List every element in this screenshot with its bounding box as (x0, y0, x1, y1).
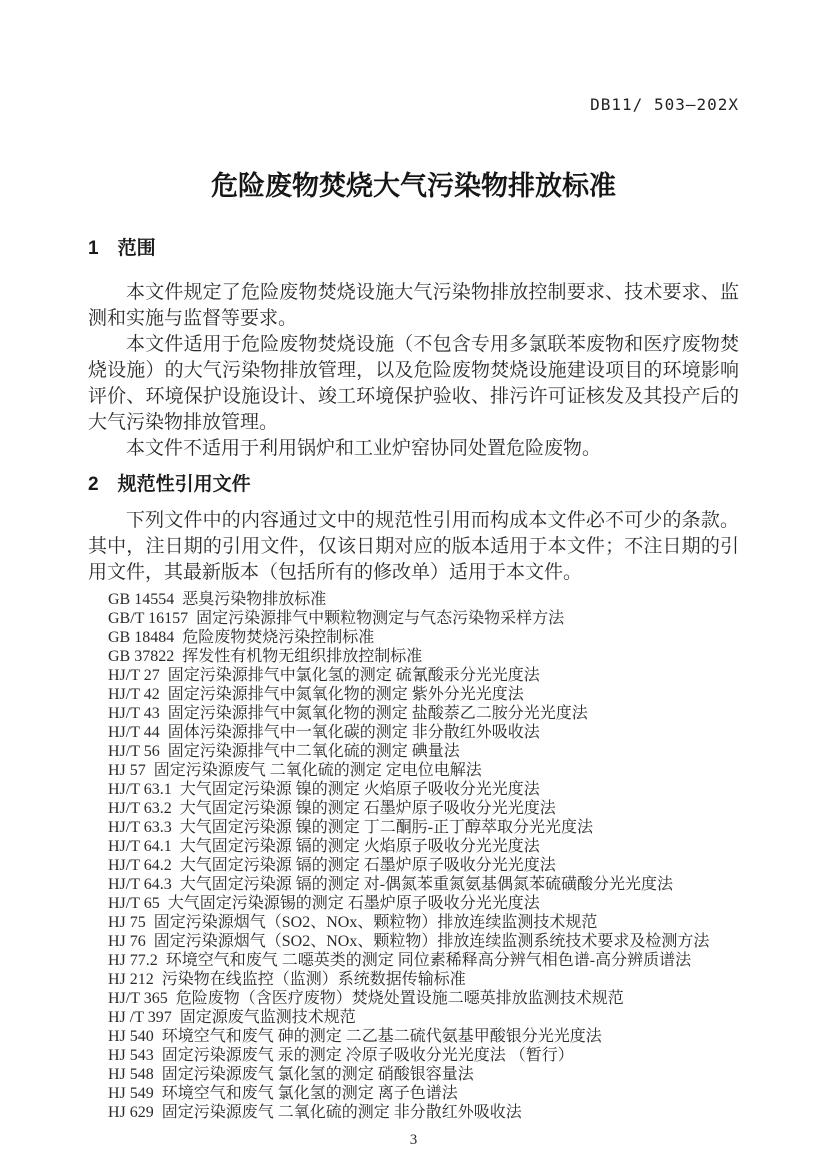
reference-item: HJ/T 63.2 大气固定污染源 镍的测定 石墨炉原子吸收分光光度法 (108, 800, 556, 817)
reference-item: HJ/T 63.1 大气固定污染源 镍的测定 火焰原子吸收分光光度法 (108, 781, 540, 798)
section-1-paragraph: 本文件不适用于利用锅炉和工业炉窑协同处置危险废物。 (126, 438, 602, 459)
section-1-paragraph: 本文件规定了危险废物焚烧设施大气污染物排放控制要求、技术要求、监测和实施与监督等要求。 (88, 282, 739, 329)
reference-item: HJ 75 固定污染源烟气（SO2、NOx、颗粒物）排放连续监测技术规范 (108, 914, 598, 931)
reference-item: GB/T 16157 固定污染源排气中颗粒物测定与气态污染物采样方法 (108, 610, 565, 627)
reference-item: HJ 77.2 环境空气和废气 二噁英类的测定 同位素稀释高分辨气相色谱-高分辨质谱法 (108, 952, 692, 969)
reference-item: HJ/T 65 大气固定污染源锡的测定 石墨炉原子吸收分光光度法 (108, 895, 540, 912)
page-title: 危险废物焚烧大气污染物排放标准 (211, 171, 616, 201)
reference-item: HJ /T 397 固定源废气监测技术规范 (108, 1009, 356, 1026)
reference-item: HJ 57 固定污染源废气 二氧化硫的测定 定电位电解法 (108, 762, 482, 779)
section-2-heading: 2 规范性引用文件 (88, 474, 251, 495)
page-number: 3 (409, 1132, 418, 1148)
document-page (0, 95, 827, 1169)
reference-item: HJ 549 环境空气和废气 氯化氢的测定 离子色谱法 (108, 1085, 458, 1102)
reference-item: HJ/T 64.3 大气固定污染源 镉的测定 对-偶氮苯重氮氨基偶氮苯硫磺酸分光光度法 (108, 876, 674, 893)
reference-item: HJ/T 27 固定污染源排气中氯化氢的测定 硫氰酸汞分光光度法 (108, 667, 540, 684)
reference-item: HJ 540 环境空气和废气 砷的测定 二乙基二硫代氨基甲酸银分光光度法 (108, 1028, 602, 1045)
section-2-intro-paragraph: 下列文件中的内容通过文中的规范性引用而构成本文件必不可少的条款。其中，注日期的引用文件，仅该日期对应的版本适用于本文件；不注日期的引用文件，其最新版本（包括所有的修改单）适用于本文件。 (88, 510, 739, 583)
reference-item: HJ 76 固定污染源烟气（SO2、NOx、颗粒物）排放连续监测系统技术要求及检测方法 (108, 933, 710, 950)
reference-item: HJ/T 64.2 大气固定污染源 镉的测定 石墨炉原子吸收分光光度法 (108, 857, 556, 874)
reference-item: GB 37822 挥发性有机物无组织排放控制标准 (108, 648, 423, 665)
reference-item: HJ/T 64.1 大气固定污染源 镉的测定 火焰原子吸收分光光度法 (108, 838, 540, 855)
reference-item: GB 18484 危险废物焚烧污染控制标准 (108, 629, 375, 646)
reference-item: GB 14554 恶臭污染物排放标准 (108, 591, 327, 608)
normative-references-list (88, 590, 739, 1122)
reference-item: HJ/T 43 固定污染源排气中氮氧化物的测定 盐酸萘乙二胺分光光度法 (108, 705, 588, 722)
reference-item: HJ/T 56 固定污染源排气中二氧化硫的测定 碘量法 (108, 743, 460, 760)
reference-item: HJ 543 固定污染源废气 汞的测定 冷原子吸收分光光度法 （暂行） (108, 1047, 574, 1064)
reference-item: HJ 629 固定污染源废气 二氧化硫的测定 非分散红外吸收法 (108, 1104, 522, 1121)
reference-item: HJ 212 污染物在线监控（监测）系统数据传输标准 (108, 971, 466, 988)
reference-item: HJ/T 63.3 大气固定污染源 镍的测定 丁二酮肟-正丁醇萃取分光光度法 (108, 819, 594, 836)
reference-item: HJ/T 42 固定污染源排气中氮氧化物的测定 紫外分光光度法 (108, 686, 524, 703)
section-1-heading: 1 范围 (88, 238, 156, 259)
reference-item: HJ/T 44 固体污染源排气中一氧化碳的测定 非分散红外吸收法 (108, 724, 540, 741)
reference-item: HJ/T 365 危险废物（含医疗废物）焚烧处置设施二噁英排放监测技术规范 (108, 990, 624, 1007)
reference-item: HJ 548 固定污染源废气 氯化氢的测定 硝酸银容量法 (108, 1066, 474, 1083)
standard-code: DB11/ 503—202X (590, 95, 739, 114)
section-1-paragraph: 本文件适用于危险废物焚烧设施（不包含专用多氯联苯废物和医疗废物焚烧设施）的大气污染物排放管理，以及危险废物焚烧设施建设项目的环境影响评价、环境保护设施设计、竣工环境保护验收、排污许可证核发及其投产后的大气污染物排放管理。 (88, 334, 739, 433)
